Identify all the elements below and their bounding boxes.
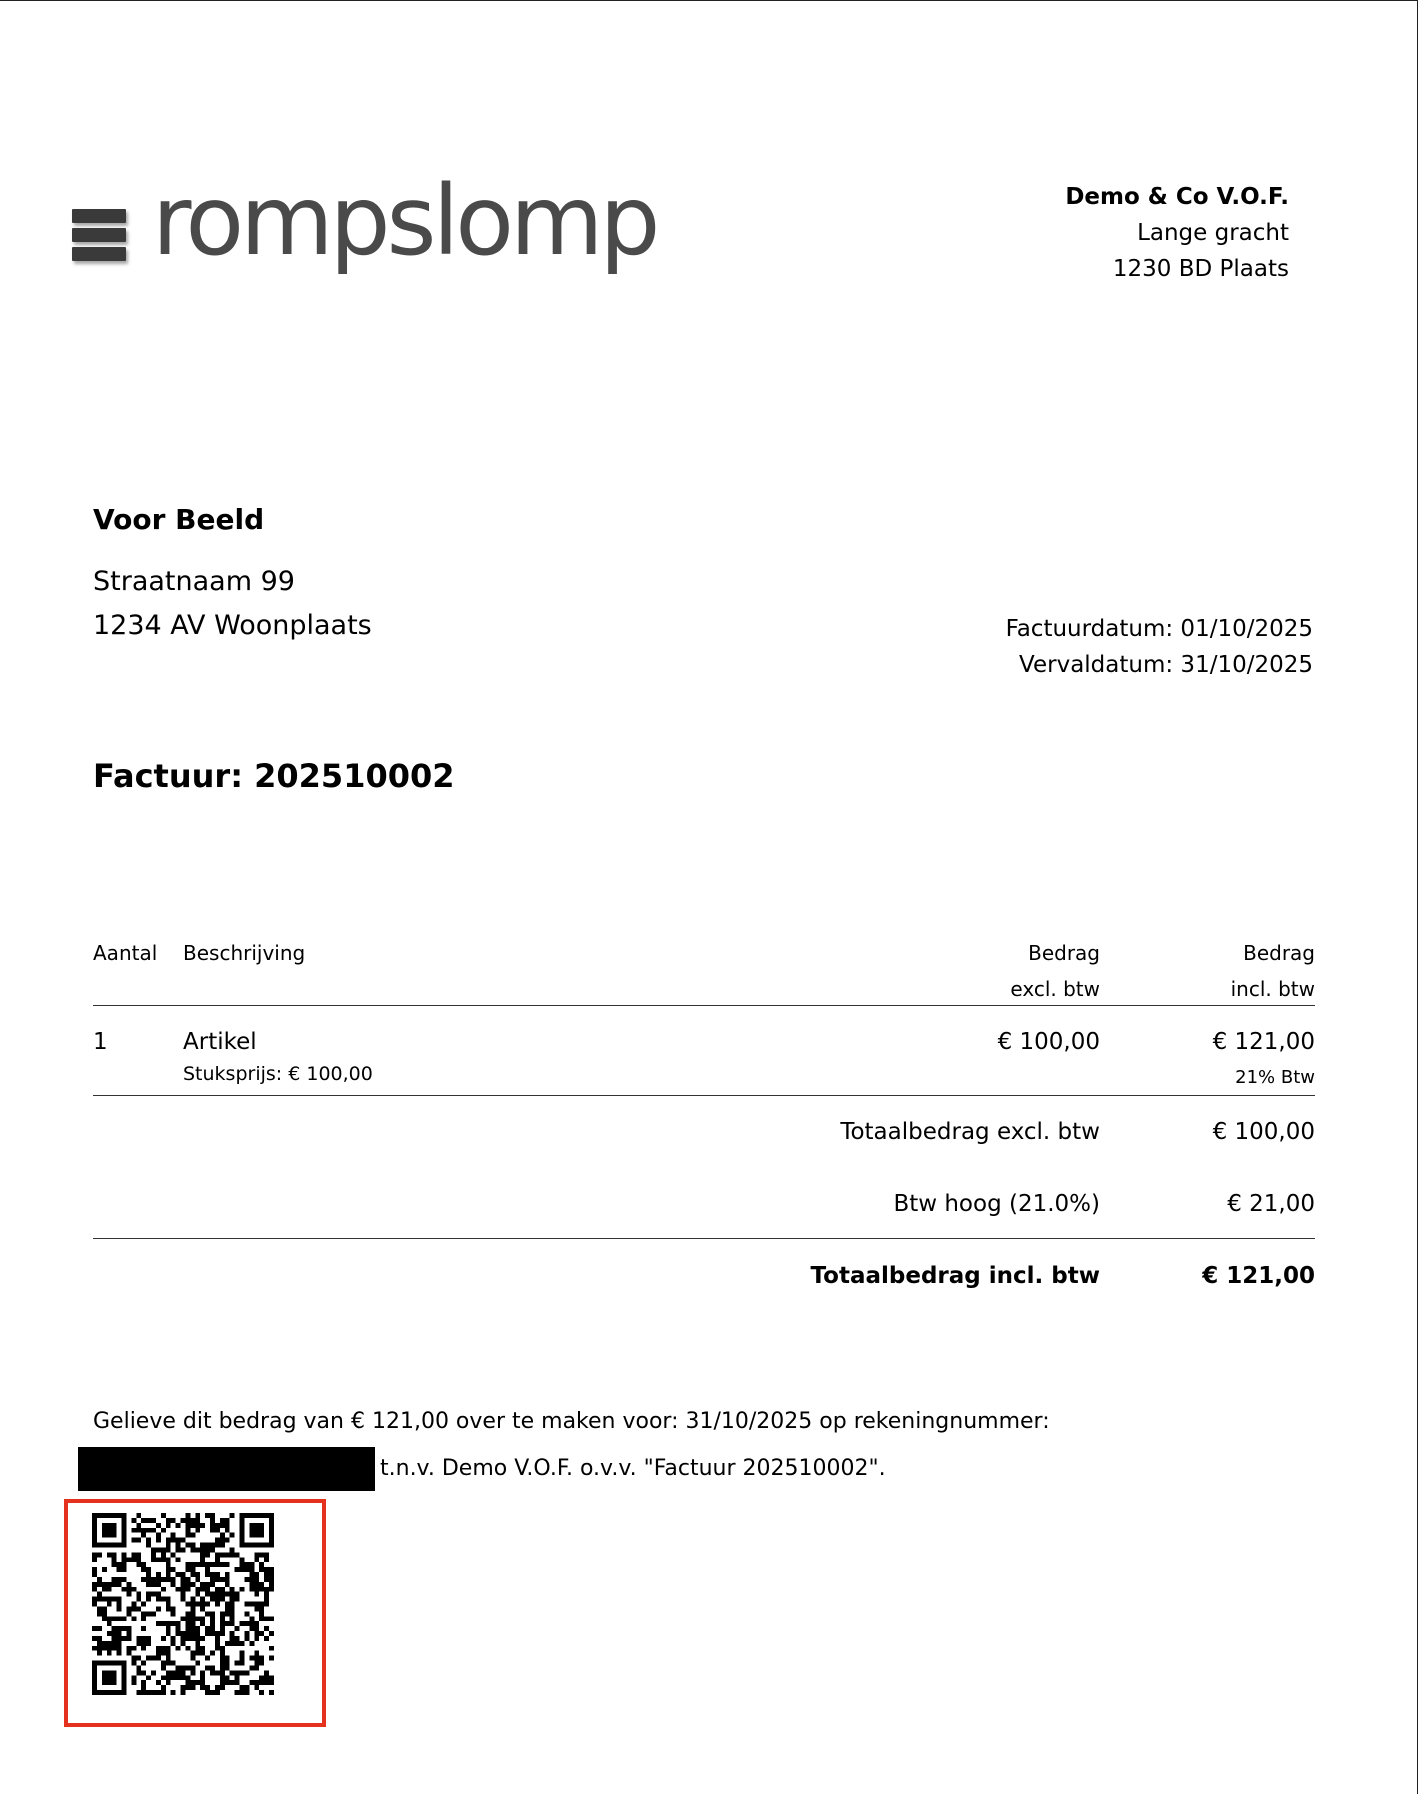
row-unit-price: Stuksprijs: € 100,00 bbox=[183, 1063, 373, 1085]
row-qty: 1 bbox=[93, 1029, 108, 1055]
row-description: Artikel bbox=[183, 1029, 257, 1055]
total-excl-value: € 100,00 bbox=[1212, 1119, 1315, 1145]
company-name: Demo & Co V.O.F. bbox=[1065, 184, 1289, 210]
client-name: Voor Beeld bbox=[93, 503, 265, 536]
row-amount-excl: € 100,00 bbox=[997, 1029, 1100, 1055]
total-incl-label: Totaalbedrag incl. btw bbox=[810, 1263, 1100, 1289]
header-qty: Aantal bbox=[93, 941, 158, 965]
company-logo bbox=[72, 165, 657, 289]
header-amount-excl-1: Bedrag bbox=[1028, 941, 1100, 965]
row-vat-rate: 21% Btw bbox=[1235, 1067, 1315, 1088]
due-date: Vervaldatum: 31/10/2025 bbox=[1019, 652, 1313, 678]
client-address bbox=[93, 503, 372, 648]
redacted-account-number bbox=[78, 1447, 375, 1491]
company-city: 1230 BD Plaats bbox=[1112, 256, 1289, 282]
header-amount-incl-1: Bedrag bbox=[1243, 941, 1315, 965]
client-city: 1234 AV Woonplaats bbox=[93, 610, 372, 641]
payment-reference: t.n.v. Demo V.O.F. o.v.v. "Factuur 202510002". bbox=[380, 1456, 886, 1481]
header-amount-excl-2: excl. btw bbox=[1010, 977, 1100, 1001]
stacked-bars-logo-icon bbox=[72, 209, 130, 263]
client-street: Straatnaam 99 bbox=[93, 566, 295, 597]
header-divider bbox=[93, 1005, 1315, 1006]
invoice-title: Factuur: 202510002 bbox=[93, 757, 455, 795]
invoice-date: Factuurdatum: 01/10/2025 bbox=[1005, 616, 1313, 642]
vat-label: Btw hoog (21.0%) bbox=[893, 1191, 1100, 1217]
invoice-dates bbox=[1006, 611, 1313, 683]
company-street: Lange gracht bbox=[1137, 220, 1289, 246]
total-incl-value: € 121,00 bbox=[1202, 1263, 1315, 1289]
row-amount-incl: € 121,00 bbox=[1212, 1029, 1315, 1055]
logo-wordmark: rompslomp bbox=[152, 165, 657, 277]
qr-code-icon bbox=[92, 1513, 274, 1695]
header-description: Beschrijving bbox=[183, 941, 306, 965]
totals-divider bbox=[93, 1238, 1315, 1239]
header-amount-incl-2: incl. btw bbox=[1230, 977, 1315, 1001]
company-address bbox=[1065, 179, 1289, 287]
row-divider bbox=[93, 1095, 1315, 1096]
total-excl-label: Totaalbedrag excl. btw bbox=[840, 1119, 1100, 1145]
vat-value: € 21,00 bbox=[1227, 1191, 1315, 1217]
payment-instruction: Gelieve dit bedrag van € 121,00 over te maken voor: 31/10/2025 op rekeningnummer: bbox=[93, 1409, 1050, 1434]
